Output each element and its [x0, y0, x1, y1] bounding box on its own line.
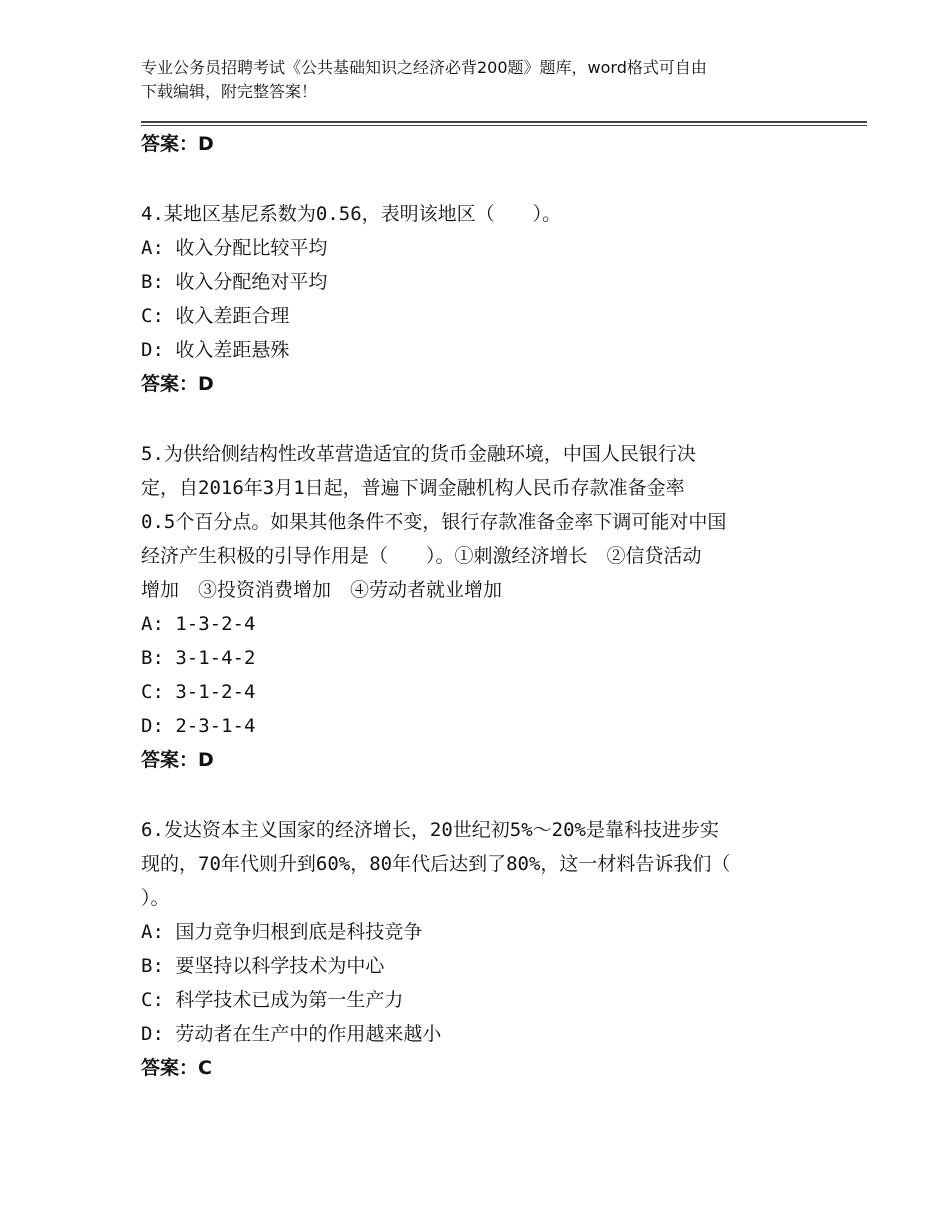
question-stem-line: 4.某地区基尼系数为0.56，表明该地区（ ）。 [141, 203, 562, 225]
question-stem [141, 813, 831, 915]
option-a: A: 国力竞争归根到底是科技竞争 [141, 921, 423, 943]
option-a: A: 1-3-2-4 [141, 613, 256, 635]
question-stem-line: 5.为供给侧结构性改革营造适宜的货币金融环境，中国人民银行决 [141, 443, 696, 465]
question-stem-line: ）。 [141, 887, 170, 909]
option-b: B: 收入分配绝对平均 [141, 271, 328, 293]
question-5 [141, 437, 831, 777]
option-a: A: 收入分配比较平均 [141, 237, 328, 259]
question-stem-line: 现的，70年代则升到60%，80年代后达到了80%，这一材料告诉我们（ [141, 853, 731, 875]
option-b: B: 3-1-4-2 [141, 647, 256, 669]
header-title-line-1: 专业公务员招聘考试《公共基础知识之经济必背200题》题库，word格式可自由 [141, 58, 707, 77]
header-divider-thin [141, 125, 867, 126]
question-list [141, 127, 831, 1085]
previous-answer: 答案：D [141, 133, 214, 155]
spacer [141, 777, 831, 813]
header-title-line-2: 下载编辑，附完整答案！ [141, 82, 318, 101]
question-6 [141, 813, 831, 1085]
question-4 [141, 197, 831, 401]
option-c: C: 3-1-2-4 [141, 681, 256, 703]
answer: 答案：D [141, 373, 214, 395]
option-d: D: 2-3-1-4 [141, 715, 256, 737]
question-stem-line: 增加 ③投资消费增加 ④劳动者就业增加 [141, 579, 503, 601]
option-c: C: 收入差距合理 [141, 305, 290, 327]
answer: 答案：D [141, 749, 214, 771]
question-stem-line: 经济产生积极的引导作用是（ ）。①刺激经济增长 ②信贷活动 [141, 545, 702, 567]
question-stem-line: 6.发达资本主义国家的经济增长，20世纪初5%～20%是靠科技进步实 [141, 819, 719, 841]
answer: 答案：C [141, 1057, 212, 1079]
spacer [141, 161, 831, 197]
option-b: B: 要坚持以科学技术为中心 [141, 955, 385, 977]
option-d: D: 收入差距悬殊 [141, 339, 290, 361]
header-divider-thick [141, 121, 867, 123]
spacer [141, 401, 831, 437]
question-stem [141, 197, 831, 231]
question-stem [141, 437, 831, 607]
option-c: C: 科学技术已成为第一生产力 [141, 989, 404, 1011]
question-stem-line: 0.5个百分点。如果其他条件不变，银行存款准备金率下调可能对中国 [141, 511, 727, 533]
question-stem-line: 定，自2016年3月1日起，普遍下调金融机构人民币存款准备金率 [141, 477, 685, 499]
document-header [141, 56, 821, 104]
option-d: D: 劳动者在生产中的作用越来越小 [141, 1023, 442, 1045]
